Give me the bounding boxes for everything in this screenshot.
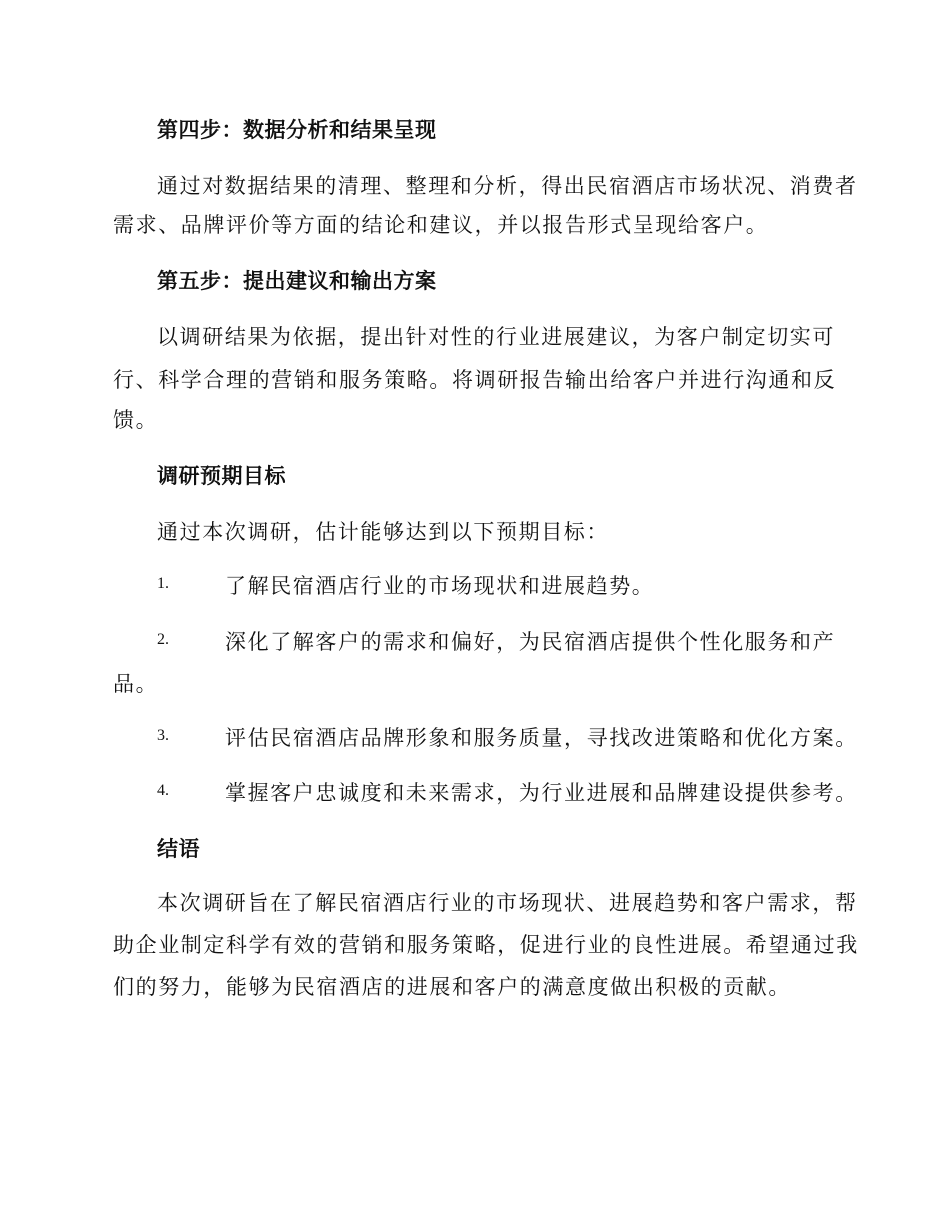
step4-heading: 第四步：数据分析和结果呈现 <box>157 118 437 142</box>
goal-item-2-continuation: 品。 <box>113 672 159 696</box>
step4-paragraph-line-2: 需求、品牌评价等方面的结论和建议，并以报告形式呈现给客户。 <box>113 213 769 237</box>
conclusion-heading: 结语 <box>157 837 200 861</box>
goal-item-4-text: 掌握客户忠诚度和未来需求，为行业进展和品牌建设提供参考。 <box>225 781 858 805</box>
goal-item-2-text: 深化了解客户的需求和偏好，为民宿酒店提供个性化服务和产 <box>225 630 836 654</box>
goal-item-2-number: 2. <box>157 631 169 648</box>
goal-item-3-number: 3. <box>157 727 169 744</box>
conclusion-paragraph-line-3: 们的努力，能够为民宿酒店的进展和客户的满意度做出积极的贡献。 <box>113 975 791 999</box>
step5-heading: 第五步：提出建议和输出方案 <box>157 269 437 293</box>
goals-intro: 通过本次调研，估计能够达到以下预期目标： <box>157 520 609 544</box>
goal-item-3-text: 评估民宿酒店品牌形象和服务质量，寻找改进策略和优化方案。 <box>225 726 858 750</box>
step5-paragraph-line-1: 以调研结果为依据，提出针对性的行业进展建议，为客户制定切实可 <box>157 325 835 349</box>
conclusion-paragraph-line-2: 助企业制定科学有效的营销和服务策略，促进行业的良性进展。希望通过我 <box>113 933 859 957</box>
goal-item-1-number: 1. <box>157 575 169 592</box>
goal-item-4-number: 4. <box>157 782 169 799</box>
conclusion-paragraph-line-1: 本次调研旨在了解民宿酒店行业的市场现状、进展趋势和客户需求，帮 <box>157 891 858 915</box>
goal-item-1-text: 了解民宿酒店行业的市场现状和进展趋势。 <box>225 574 655 598</box>
goals-heading: 调研预期目标 <box>157 464 286 488</box>
step4-paragraph-line-1: 通过对数据结果的清理、整理和分析，得出民宿酒店市场状况、消费者 <box>157 174 858 198</box>
step5-paragraph-line-3: 馈。 <box>113 408 159 432</box>
step5-paragraph-line-2: 行、科学合理的营销和服务策略。将调研报告输出给客户并进行沟通和反 <box>113 368 837 392</box>
